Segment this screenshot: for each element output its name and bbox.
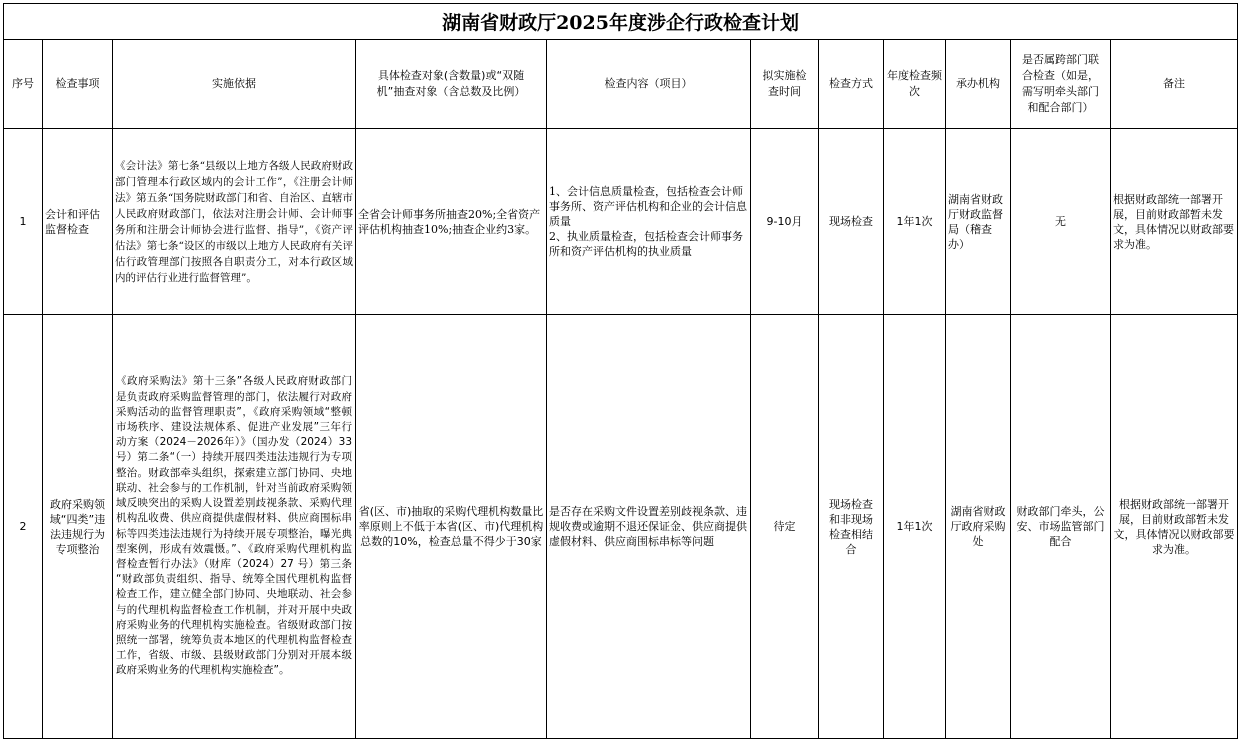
inspection-plan-table bbox=[3, 3, 1238, 739]
header-row bbox=[4, 40, 1238, 129]
inspection-plan-sheet bbox=[3, 3, 1237, 739]
header-joint-inspection: 是否属跨部门联合检查（如是，需写明牵头部门和配合部门） bbox=[1011, 40, 1111, 129]
row-frequency: 1年1次 bbox=[884, 129, 946, 315]
header-target: 具体检查对象(含数量)或“双随机”抽查对象（含总数及比例） bbox=[356, 40, 547, 129]
header-frequency: 年度检查频次 bbox=[884, 40, 946, 129]
table-row bbox=[4, 315, 1238, 739]
row-target: 全省会计师事务所抽查20%;全省资产评估机构抽查10%;抽查企业约3家。 bbox=[356, 129, 547, 315]
header-time: 拟实施检查时间 bbox=[751, 40, 819, 129]
header-basis: 实施依据 bbox=[113, 40, 356, 129]
table-row bbox=[4, 129, 1238, 315]
row-time: 待定 bbox=[751, 315, 819, 739]
row-no: 1 bbox=[4, 129, 43, 315]
page-title: 湖南省财政厅2025年度涉企行政检查计划 bbox=[4, 4, 1238, 40]
row-method: 现场检查 bbox=[819, 129, 884, 315]
row-content: 是否存在采购文件设置差别歧视条款、违规收费或逾期不退还保证金、供应商提供虚假材料、供应商围标串标等问题 bbox=[547, 315, 751, 739]
row-organization: 湖南省财政厅政府采购处 bbox=[946, 315, 1011, 739]
row-method: 现场检查和非现场检查相结合 bbox=[819, 315, 884, 739]
row-joint-inspection: 财政部门牵头，公安、市场监管部门配合 bbox=[1011, 315, 1111, 739]
header-note: 备注 bbox=[1111, 40, 1238, 129]
row-frequency: 1年1次 bbox=[884, 315, 946, 739]
row-item: 政府采购领域“四类”违法违规行为专项整治 bbox=[43, 315, 113, 739]
header-item: 检查事项 bbox=[43, 40, 113, 129]
row-note: 根据财政部统一部署开展，目前财政部暂未发文，具体情况以财政部要求为准。 bbox=[1111, 315, 1238, 739]
row-joint-inspection: 无 bbox=[1011, 129, 1111, 315]
row-content: 1、会计信息质量检查，包括检查会计师事务所、资产评估机构和企业的会计信息质量 2、执业质量检查，包括检查会计师事务所和资产评估机构的执业质量 bbox=[547, 129, 751, 315]
header-method: 检查方式 bbox=[819, 40, 884, 129]
row-no: 2 bbox=[4, 315, 43, 739]
header-organization: 承办机构 bbox=[946, 40, 1011, 129]
row-basis: 《政府采购法》第十三条”各级人民政府财政部门是负责政府采购监督管理的部门，依法履行对政府采购活动的监督管理职责”，《政府采购领域“整顿市场秩序、建设法规体系、促进产业发展”三年行动方案（2024－2026年）》（国办发（2024）33号）第二条“（一）持续开展四类违法违规行为专项整治。财政部牵头组织，探索建立部门协同、央地联动、社会参与的工作机制，针对当前政府采购领域反映突出的采购人设置差别歧视条款、采购代理机构乱收费、供应商提供虚假材料、供应商围标串标等四类违法违规行为持续开展专项整治，曝光典型案例，形成有效震慑。”、《政府采购代理机构监督检查暂行办法》（财库（2024）27 号）第三条 “财政部负责组织、指导、统筹全国代理机构监督检查工作，建立健全部门协同、央地联动、社会参与的代理机构监督检查工作机制，并对开展中央政府采购业务的代理机构实施检查。省级财政部门按照统一部署，统筹负责本地区的代理机构监督检查工作，省级、市级、县级财政部门分别对开展本级政府采购业务的代理机构实施检查”。 bbox=[113, 315, 356, 739]
row-organization: 湖南省财政厅财政监督局（稽查办） bbox=[946, 129, 1011, 315]
row-basis: 《会计法》第七条“县级以上地方各级人民政府财政部门管理本行政区域内的会计工作”，《注册会计师法》第五条“国务院财政部门和省、自治区、直辖市人民政府财政部门，依法对注册会计师、会计师事务所和注册会计师协会进行监督、指导”，《资产评估法》第七条“设区的市级以上地方人民政府有关评估行政管理部门按照各自职责分工，对本行政区域内的评估行业进行监督管理”。 bbox=[113, 129, 356, 315]
header-content: 检查内容（项目） bbox=[547, 40, 751, 129]
row-note: 根据财政部统一部署开展，目前财政部暂未发文，具体情况以财政部要求为准。 bbox=[1111, 129, 1238, 315]
row-target: 省(区、市)抽取的采购代理机构数量比率原则上不低于本省(区、市)代理机构总数的10%，检查总量不得少于30家 bbox=[356, 315, 547, 739]
row-item: 会计和评估监督检查 bbox=[43, 129, 113, 315]
row-time: 9-10月 bbox=[751, 129, 819, 315]
header-no: 序号 bbox=[4, 40, 43, 129]
